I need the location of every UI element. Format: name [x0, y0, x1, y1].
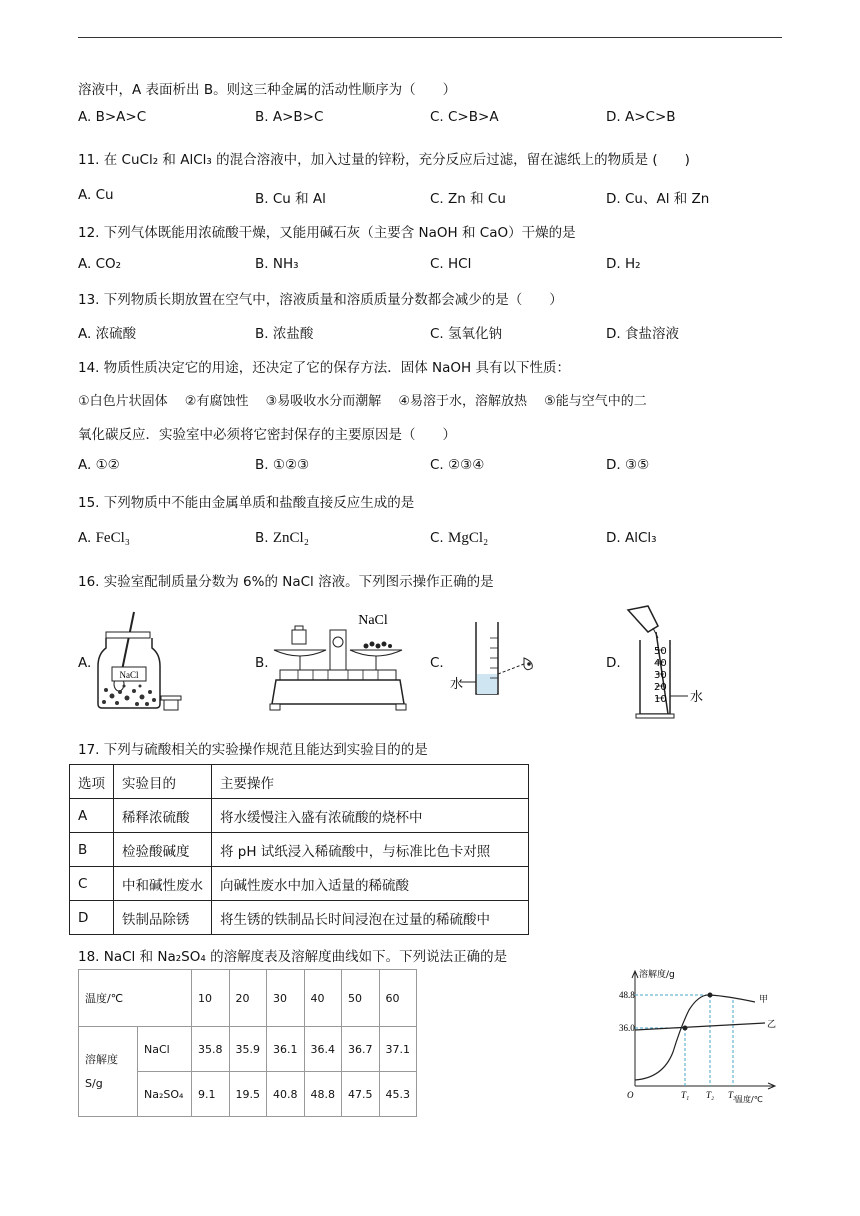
q15-option-b — [255, 530, 309, 547]
value-cell: 35.8 — [192, 1027, 230, 1072]
weight — [292, 630, 306, 644]
q13-stem: 13. 下列物质长期放置在空气中，溶液质量和溶质质量分数都会减少的是（ ） — [78, 292, 563, 308]
table-row — [79, 1027, 417, 1072]
cell-purpose: 铁制品除锈 — [114, 901, 212, 935]
q11-option-b: B. Cu 和 Al — [255, 191, 326, 207]
balance-label: NaCl — [358, 613, 388, 628]
value-cell: 48.8 — [304, 1072, 342, 1117]
value-cell: 9.1 — [192, 1072, 230, 1117]
left-pan — [274, 650, 326, 656]
cell-option: C — [70, 867, 114, 901]
x-tick-t3: T₃ — [728, 1090, 737, 1100]
x-tick-t2: T₂ — [706, 1090, 715, 1100]
substance-name: NaCl — [138, 1027, 192, 1072]
q13-option-a: A. 浓硫酸 — [78, 326, 137, 342]
jar-mouth — [106, 632, 150, 638]
sight-line — [498, 664, 524, 674]
curve-yi — [635, 1023, 765, 1030]
curve-label-jia: 甲 — [759, 995, 769, 1005]
salt-crystals — [102, 685, 156, 707]
q12-option-b: B. NH₃ — [255, 256, 299, 272]
stopper-body — [164, 700, 178, 710]
option-letter: C. — [430, 530, 444, 546]
q14-properties: ①白色片状固体 ②有腐蚀性 ③易吸收水分而潮解 ④易溶于水，溶解放热 ⑤能与空气中的二 — [78, 394, 647, 409]
temp-cell: 40 — [304, 970, 342, 1027]
temp-cell: 10 — [192, 970, 230, 1027]
option-letter: B. — [255, 530, 269, 546]
q12-stem: 12. 下列气体既能用浓硫酸干燥，又能用碱石灰（主要含 NaOH 和 CaO）干燥的是 — [78, 225, 576, 241]
curve-jia — [635, 995, 755, 1080]
q11-stem: 11. 在 CuCl₂ 和 AlCl₃ 的混合溶液中，加入过量的锌粉，充分反应后过滤，留在滤纸上的物质是 ( ) — [78, 152, 690, 168]
formula: MgCl₂ — [448, 530, 489, 546]
y-tick-48-8: 48.8 — [619, 990, 635, 1000]
water-label: 水 — [690, 690, 704, 705]
value-cell: 36.4 — [304, 1027, 342, 1072]
cell-option: A — [70, 799, 114, 833]
solubility-unit: S/g — [85, 1076, 103, 1090]
y-axis-label: 溶解度/g — [639, 970, 675, 980]
q15-option-c — [430, 530, 488, 547]
value-cell: 47.5 — [342, 1072, 380, 1117]
temp-cell: 50 — [342, 970, 380, 1027]
table-row — [70, 799, 529, 833]
cell-operation: 将水缓慢注入盛有浓硫酸的烧杯中 — [212, 799, 529, 833]
cell-option: B — [70, 833, 114, 867]
tick-50: 50 — [654, 646, 667, 657]
q10-option-c: C. C>B>A — [430, 109, 499, 125]
origin-label: O — [627, 1090, 634, 1100]
q16-stem: 16. 实验室配制质量分数为 6%的 NaCl 溶液。下列图示操作正确的是 — [78, 574, 494, 590]
tick-30: 30 — [654, 670, 667, 681]
table-row — [79, 970, 417, 1027]
q14-option-c: C. ②③④ — [430, 457, 485, 473]
solubility-label-cell — [79, 1027, 138, 1117]
water-level — [477, 674, 497, 694]
cell-operation: 将生锈的铁制品长时间浸泡在过量的稀硫酸中 — [212, 901, 529, 935]
q12-option-d: D. H₂ — [606, 256, 641, 272]
temp-cell: 60 — [379, 970, 417, 1027]
q16-option-b-letter: B. — [255, 655, 269, 671]
salt-pile — [364, 642, 393, 649]
q16-option-a-letter: A. — [78, 655, 92, 671]
q11-option-c: C. Zn 和 Cu — [430, 191, 506, 207]
curve-label-yi: 乙 — [767, 1020, 777, 1030]
q16-option-d-letter: D. — [606, 655, 621, 671]
value-cell: 35.9 — [229, 1027, 267, 1072]
header-purpose: 实验目的 — [114, 765, 212, 799]
q14-option-a: A. ①② — [78, 457, 120, 473]
value-cell: 37.1 — [379, 1027, 417, 1072]
table-row — [70, 833, 529, 867]
cell-purpose: 中和碱性废水 — [114, 867, 212, 901]
q13-option-c: C. 氢氧化钠 — [430, 326, 503, 342]
q10-option-d: D. A>C>B — [606, 109, 676, 125]
q13-option-d: D. 食盐溶液 — [606, 326, 679, 342]
q11-option-a: A. Cu — [78, 187, 114, 203]
right-pan — [350, 650, 402, 656]
jar-label: NaCl — [119, 670, 139, 680]
q16-figure-c-graduated-cylinder-eye — [446, 618, 546, 702]
tick-10: 10 — [654, 694, 667, 705]
intersection-point — [683, 1026, 688, 1031]
header-rule — [78, 37, 782, 38]
formula: FeCl₃ — [95, 530, 130, 546]
temp-cell: 20 — [229, 970, 267, 1027]
x-tick-t1: T₁ — [681, 1090, 690, 1100]
q10-option-b: B. A>B>C — [255, 109, 324, 125]
q16-figure-d-cylinder-dropper — [620, 602, 720, 720]
q14-stem-end: 氧化碳反应．实验室中必须将它密封保存的主要原因是（ ） — [78, 427, 456, 443]
cell-operation: 向碱性废水中加入适量的稀硫酸 — [212, 867, 529, 901]
value-cell: 36.1 — [267, 1027, 305, 1072]
beam — [280, 670, 396, 680]
tick-40: 40 — [654, 658, 667, 669]
option-letter: A. — [78, 530, 92, 546]
q11-option-d: D. Cu、Al 和 Zn — [606, 191, 710, 207]
q17-stem: 17. 下列与硫酸相关的实验操作规范且能达到实验目的的是 — [78, 742, 428, 758]
peak-point — [708, 993, 713, 998]
q15-option-a — [78, 530, 130, 547]
cell-purpose: 检验酸碱度 — [114, 833, 212, 867]
q15-option-d — [606, 530, 657, 546]
q10-stem-tail: 溶液中，A 表面析出 B。则这三种金属的活动性顺序为（ ） — [78, 82, 457, 98]
option-letter: D. — [606, 530, 621, 546]
cell-operation: 将 pH 试纸浸入稀硫酸中，与标准比色卡对照 — [212, 833, 529, 867]
stopper-top — [161, 696, 181, 700]
base — [272, 680, 404, 704]
table-row — [70, 867, 529, 901]
cell-purpose: 稀释浓硫酸 — [114, 799, 212, 833]
q16-figure-a-reagent-jar — [92, 610, 192, 714]
x-axis-label: 温度/℃ — [735, 1095, 763, 1104]
value-cell: 19.5 — [229, 1072, 267, 1117]
substance-name: Na₂SO₄ — [138, 1072, 192, 1117]
formula: AlCl₃ — [624, 530, 657, 546]
table-header-row — [70, 765, 529, 799]
q18-solubility-curve — [615, 968, 790, 1108]
cell-option: D — [70, 901, 114, 935]
q14-stem: 14. 物质性质决定它的用途，还决定了它的保存方法．固体 NaOH 具有以下性质： — [78, 360, 570, 376]
q18-solubility-table — [78, 969, 417, 1117]
q13-option-b: B. 浓盐酸 — [255, 326, 314, 342]
q14-option-b: B. ①②③ — [255, 457, 310, 473]
value-cell: 40.8 — [267, 1072, 305, 1117]
q15-stem: 15. 下列物质中不能由金属单质和盐酸直接反应生成的是 — [78, 495, 415, 511]
temp-cell: 30 — [267, 970, 305, 1027]
table-row — [70, 901, 529, 935]
q10-option-a: A. B>A>C — [78, 109, 147, 125]
header-operation: 主要操作 — [212, 765, 529, 799]
tick-20: 20 — [654, 682, 667, 693]
q12-option-a: A. CO₂ — [78, 256, 122, 272]
value-cell: 45.3 — [379, 1072, 417, 1117]
q16-option-c-letter: C. — [430, 655, 444, 671]
q16-figure-b-balance — [268, 608, 408, 718]
header-option: 选项 — [70, 765, 114, 799]
q12-option-c: C. HCl — [430, 256, 472, 272]
formula: ZnCl₂ — [272, 530, 309, 546]
temp-label: 温度/℃ — [79, 970, 192, 1027]
value-cell: 36.7 — [342, 1027, 380, 1072]
water-label: 水 — [450, 677, 464, 692]
y-tick-36-0: 36.0 — [619, 1023, 635, 1033]
q17-table — [69, 764, 529, 935]
pointer-post — [330, 630, 346, 670]
q14-option-d: D. ③⑤ — [606, 457, 650, 473]
solubility-label: 溶解度 — [85, 1052, 118, 1066]
q18-stem: 18. NaCl 和 Na₂SO₄ 的溶解度表及溶解度曲线如下。下列说法正确的是 — [78, 949, 508, 965]
